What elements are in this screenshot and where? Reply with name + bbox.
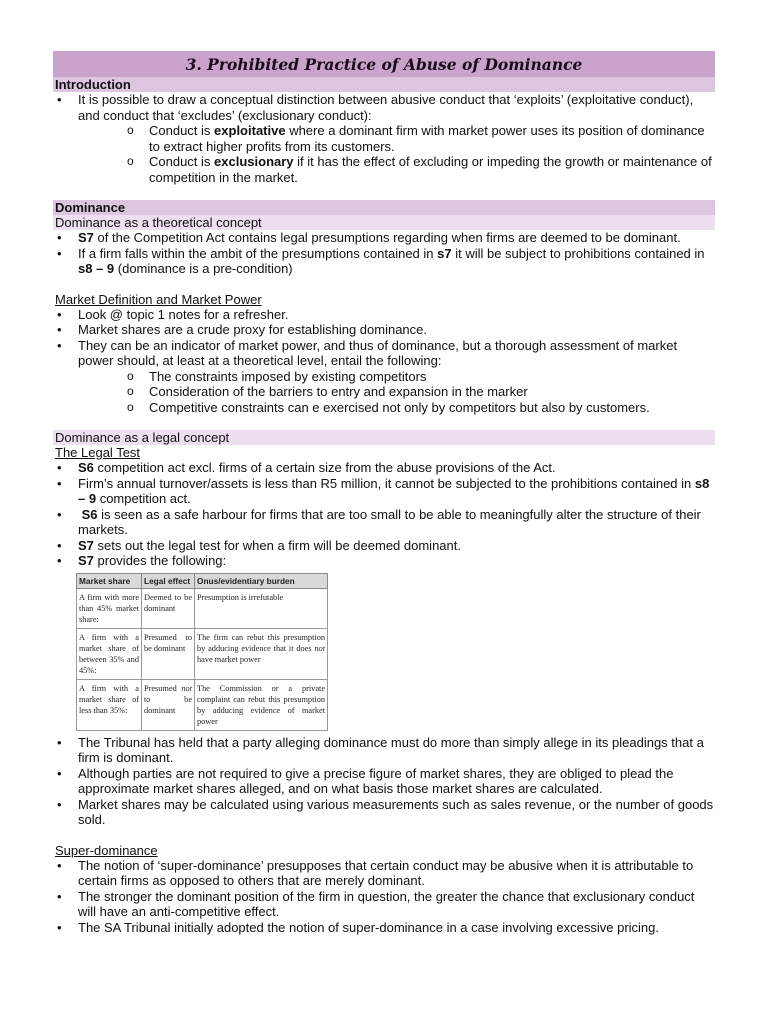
subheading-market-definition: Market Definition and Market Power [55, 291, 262, 307]
legal-test-list [53, 460, 715, 569]
list-item: • S7 of the Competition Act contains legal presumptions regarding when firms are deemed to be dominant. [53, 230, 715, 246]
list-item: • Look @ topic 1 notes for a refresher. [53, 307, 715, 323]
table-header: Market share [77, 573, 142, 588]
table-row [77, 588, 328, 628]
list-item: • S6 is seen as a safe harbour for firms that are too small to be able to meaningfully alter the structure of their markets. [53, 507, 715, 538]
sub-list-item: o Consideration of the barriers to entry and expansion in the marker [78, 384, 715, 400]
list-item: • Market shares are a crude proxy for establishing dominance. [53, 322, 715, 338]
sub-list [78, 123, 715, 185]
table-row [77, 679, 328, 730]
list-item: • Market shares may be calculated using various measurements such as sales revenue, or the number of goods sold. [53, 797, 715, 828]
table-cell: A firm with more than 45% market share: [77, 588, 142, 628]
theoretical-list [53, 230, 715, 277]
list-item: • Firm’s annual turnover/assets is less than R5 million, it cannot be subjected to the prohibitions contained in s8 – 9 competition act. [53, 476, 715, 507]
list-item: • S7 provides the following: [53, 553, 715, 569]
subheading-legal-test: The Legal Test [55, 445, 141, 460]
sub-list-item: o Conduct is exclusionary if it has the effect of excluding or impeding the growth or maintenance of competition in the market. [78, 154, 715, 185]
table-cell: A firm with a market share of less than 35%: [77, 679, 142, 730]
subheading-super-dominance: Super-dominance [55, 842, 158, 858]
section-heading-introduction: Introduction [53, 77, 715, 92]
sub-list-item: o The constraints imposed by existing competitors [78, 369, 715, 385]
table-cell: Deemed to be dominant [142, 588, 195, 628]
table-cell: Presumed to be dominant [142, 628, 195, 679]
table-header: Legal effect [142, 573, 195, 588]
section-heading-dominance: Dominance [53, 200, 715, 215]
table-cell: The firm can rebut this presumption by adducing evidence that it does not have market power [195, 628, 328, 679]
legal-test-table [76, 573, 328, 731]
sub-list-item: o Competitive constraints can e exercised not only by competitors but also by customers. [78, 400, 715, 416]
super-dominance-list [53, 858, 715, 936]
subheading-theoretical: Dominance as a theoretical concept [53, 215, 715, 230]
table-row [77, 628, 328, 679]
list-item: • S7 sets out the legal test for when a firm will be deemed dominant. [53, 538, 715, 554]
table-header: Onus/evidentiary burden [195, 573, 328, 588]
list-item: • The Tribunal has held that a party alleging dominance must do more than simply allege in its pleadings that a firm is dominant. [53, 735, 715, 766]
document-page [53, 51, 715, 935]
list-item: • The notion of ‘super-dominance’ presupposes that certain conduct may be abusive when it is attributable to certain firms as opposed to others that are merely dominant. [53, 858, 715, 889]
document-title: 3. Prohibited Practice of Abuse of Dominance [53, 51, 715, 77]
list-item: • They can be an indicator of market power, and thus of dominance, but a thorough assessment of market power should, at least at a theoretical level, entail the following: o The constraints imposed by existing competitors o Consideration of the barriers to entry and expansion in the marker o Competitive constraints can e exercised not only by competitors but also by customers. [53, 338, 715, 416]
table-cell: Presumption is irrefutable [195, 588, 328, 628]
introduction-list [53, 92, 715, 185]
list-item: • If a firm falls within the ambit of the presumptions contained in s7 it will be subject to prohibitions contained in s8 – 9 (dominance is a pre-condition) [53, 246, 715, 277]
list-item: • Although parties are not required to give a precise figure of market shares, they are obliged to plead the approximate market shares alleged, and on what basis those market shares are calculated. [53, 766, 715, 797]
list-item: • The SA Tribunal initially adopted the notion of super-dominance in a case involving excessive pricing. [53, 920, 715, 936]
table-cell: Presumed not to be dominant [142, 679, 195, 730]
table-cell: A firm with a market share of between 35% and 45%: [77, 628, 142, 679]
list-item: • S6 competition act excl. firms of a certain size from the abuse provisions of the Act. [53, 460, 715, 476]
sub-list-item: o Conduct is exploitative where a dominant firm with market power uses its position of dominance to extract higher profits from its customers. [78, 123, 715, 154]
list-item: • The stronger the dominant position of the firm in question, the greater the chance that exclusionary conduct will have an anti-competitive effect. [53, 889, 715, 920]
subheading-legal-concept: Dominance as a legal concept [53, 430, 715, 445]
pleading-list [53, 735, 715, 828]
sub-list [78, 369, 715, 416]
list-item: • It is possible to draw a conceptual distinction between abusive conduct that ‘exploits’ (exploitative conduct), and conduct that ‘excludes’ (exclusionary conduct): o Conduct is exploitative where a dominant firm with market power uses its position of dominance to extract higher profits from its customers. o Conduct is exclusionary if it has the effect of excluding or impeding the growth or maintenance of competition in the market. [53, 92, 715, 185]
table-header-row [77, 573, 328, 588]
market-list [53, 307, 715, 416]
table-cell: The Commission or a private complaint can rebut this presumption by adducing evidence of market power [195, 679, 328, 730]
